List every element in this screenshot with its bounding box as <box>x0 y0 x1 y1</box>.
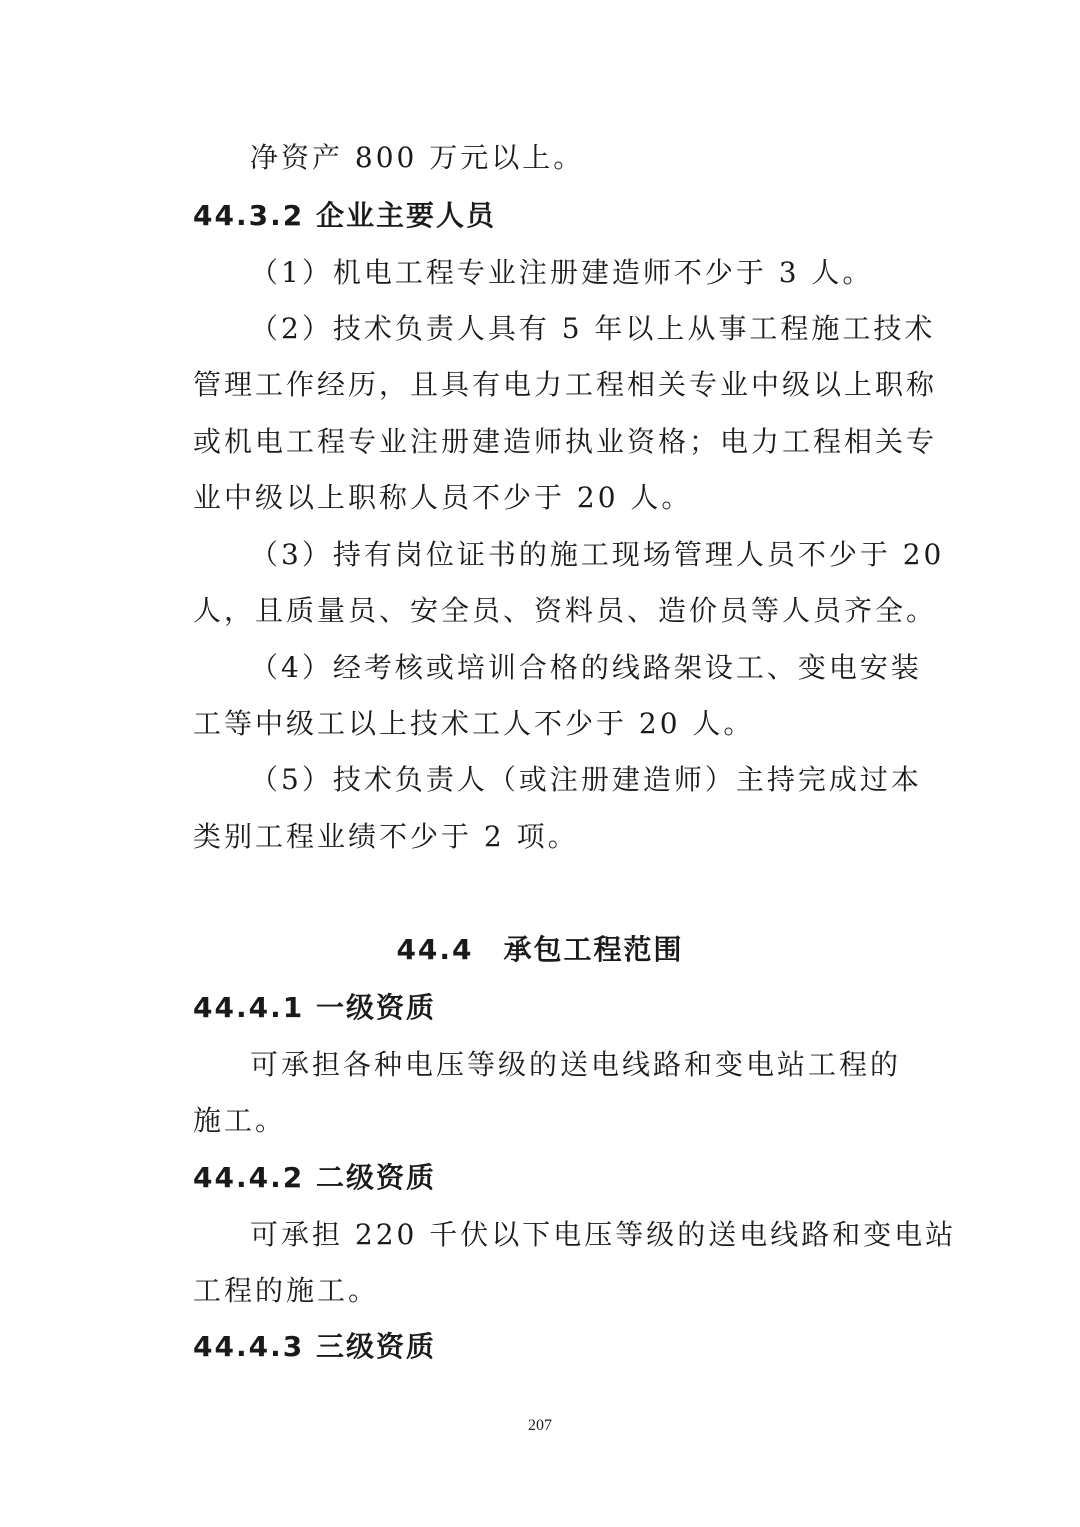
paragraph-line: 工等中级工以上技术工人不少于 20 人。 <box>193 707 755 740</box>
list-item-4: （4）经考核或培训合格的线路架设工、变电安装 <box>250 651 922 684</box>
section-heading-44-3-2: 44.3.2 企业主要人员 <box>193 199 496 232</box>
page-number: 207 <box>528 1417 552 1434</box>
paragraph-line: 管理工作经历，且具有电力工程相关专业中级以上职称 <box>193 368 938 401</box>
section-heading-44-4-2: 44.4.2 二级资质 <box>193 1161 436 1194</box>
list-item-3: （3）持有岗位证书的施工现场管理人员不少于 20 <box>250 538 945 571</box>
paragraph-line: 业中级以上职称人员不少于 20 人。 <box>193 481 693 514</box>
paragraph-line: 净资产 800 万元以上。 <box>250 141 585 174</box>
list-item-5: （5）技术负责人（或注册建造师）主持完成过本 <box>250 763 922 796</box>
paragraph-line: 可承担 220 千伏以下电压等级的送电线路和变电站 <box>250 1218 957 1251</box>
section-heading-44-4-3: 44.4.3 三级资质 <box>193 1330 436 1363</box>
paragraph-line: 可承担各种电压等级的送电线路和变电站工程的 <box>250 1048 902 1081</box>
paragraph-line: 施工。 <box>193 1104 287 1137</box>
paragraph-line: 或机电工程专业注册建造师执业资格；电力工程相关专 <box>193 425 938 458</box>
list-item-2: （2）技术负责人具有 5 年以上从事工程施工技术 <box>250 312 936 345</box>
paragraph-line: 类别工程业绩不少于 2 项。 <box>193 820 579 853</box>
paragraph-line: 工程的施工。 <box>193 1274 380 1307</box>
paragraph-line: 人，且质量员、安全员、资料员、造价员等人员齐全。 <box>193 594 938 627</box>
section-title-44-4: 44.4 承包工程范围 <box>396 933 684 966</box>
section-heading-44-4-1: 44.4.1 一级资质 <box>193 991 436 1024</box>
list-item-1: （1）机电工程专业注册建造师不少于 3 人。 <box>250 256 874 289</box>
